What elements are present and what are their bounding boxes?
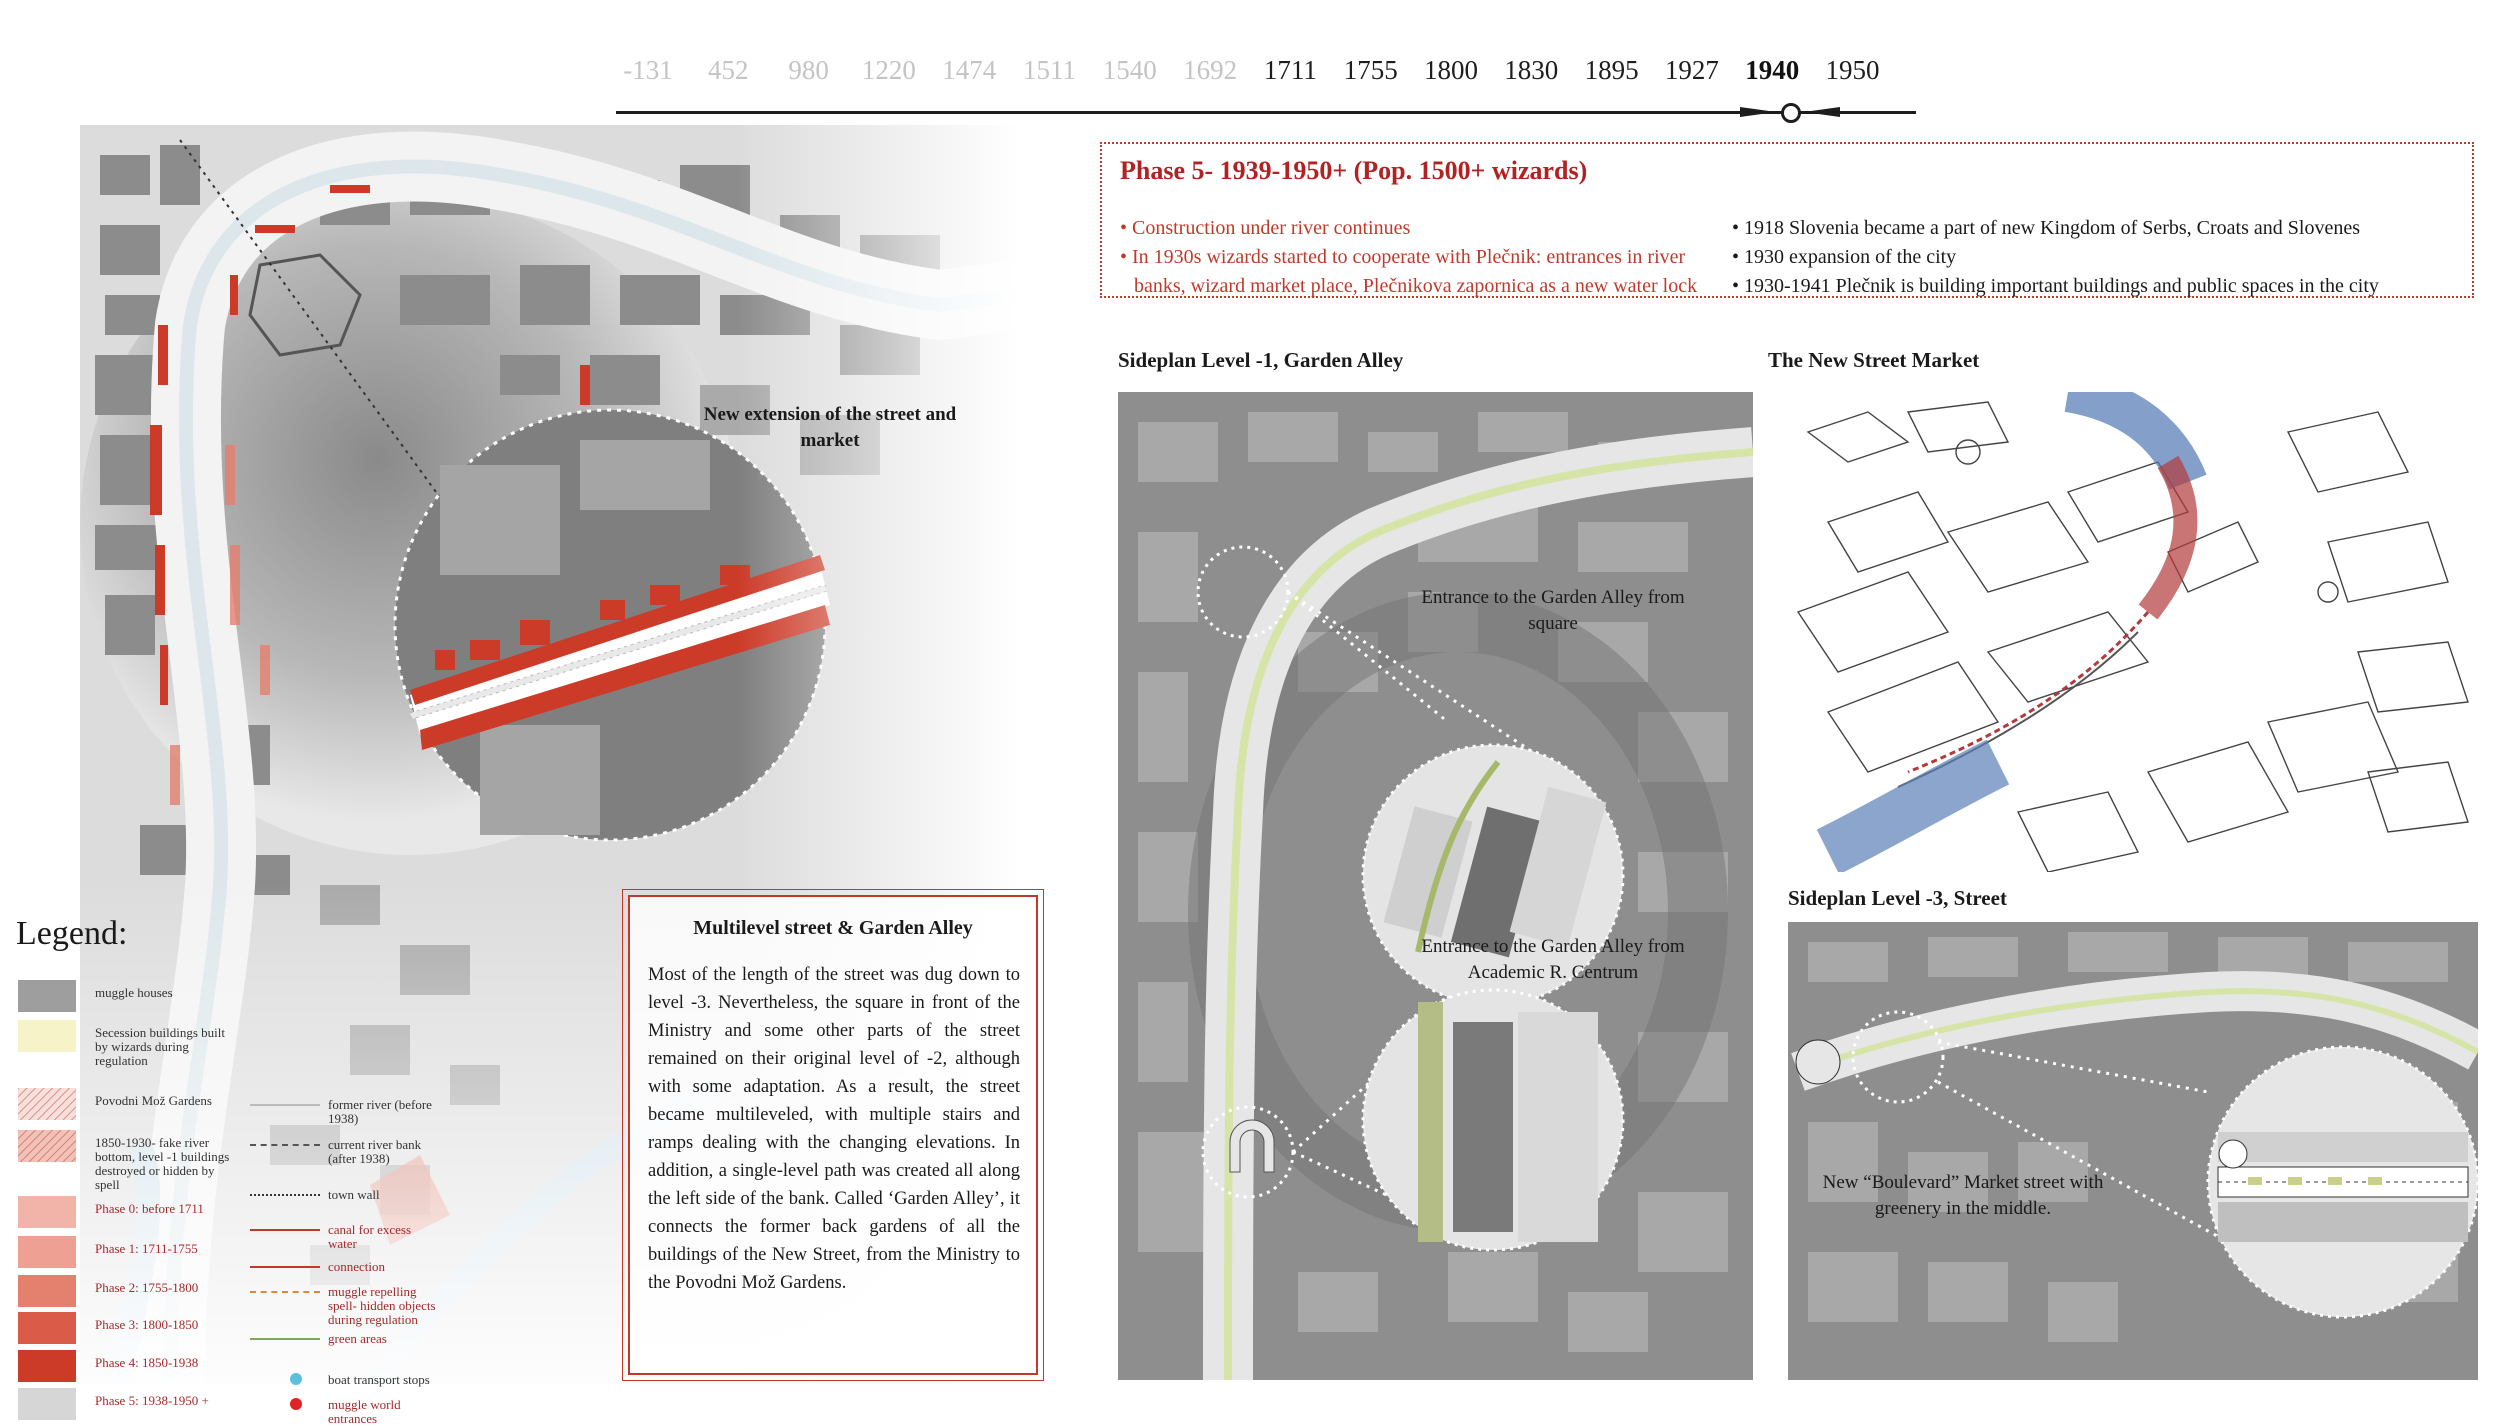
legend-swatch-label: Phase 1: 1711-1755 <box>95 1241 198 1256</box>
callout-academic-entrance: Entrance to the Garden Alley from Academic R. Centrum <box>1421 936 1685 983</box>
timeline-year[interactable]: 1800 <box>1424 55 1478 85</box>
legend-line-label: muggle world entrances <box>328 1397 401 1426</box>
legend-line-marker <box>250 1194 320 1196</box>
market-sketch <box>1768 392 2478 872</box>
legend-line-label: muggle repelling spell- hidden objects during regulation <box>328 1284 436 1327</box>
sideplan-3-drawing <box>1788 922 2478 1380</box>
legend-title: Legend: <box>16 915 128 952</box>
timeline-year[interactable]: 1711 <box>1263 55 1317 85</box>
timeline-year[interactable]: 1927 <box>1664 55 1719 85</box>
legend-swatch-label: Phase 5: 1938-1950 + <box>95 1393 209 1408</box>
legend-line-marker <box>250 1291 320 1293</box>
legend-swatch-label: Phase 2: 1755-1800 <box>95 1280 199 1295</box>
legend-swatch-label: Phase 0: before 1711 <box>95 1201 204 1216</box>
wizard-event: • In 1930s wizards started to cooperate with Plečnik: entrances in river banks, wizard market place, Plečnikova zapornica as a new water lock <box>1120 246 1698 297</box>
legend-swatch-label: Phase 3: 1800-1850 <box>95 1317 199 1332</box>
legend-line-label: town wall <box>328 1187 380 1202</box>
legend-swatch-label: Povodni Mož Gardens <box>95 1093 212 1108</box>
legend-swatch-label: Phase 4: 1850-1938 <box>95 1355 199 1370</box>
muggle-events-list <box>1732 214 2472 301</box>
legend-line-marker <box>250 1229 320 1231</box>
timeline-year[interactable]: 1950 <box>1825 55 1880 85</box>
legend-line-label: canal for excess water <box>328 1222 412 1251</box>
multilevel-body: Most of the length of the street was dug down to level -3. Nevertheless, the square in front of the Ministry and some other parts of the street remained on their original level of -2, although with some adaptation. As a result, the street became multileveled, with multiple stairs and ramps dealing with the changing elevations. In addition, a single-level path was created all along the left side of the bank. Called ‘Garden Alley’, it connects the former back gardens of all the buildings of the New Street, from the Ministry to the Povodni Mož Gardens. <box>648 965 1020 1293</box>
timeline-pointer-left <box>1740 107 1776 117</box>
timeline-year[interactable]: 1895 <box>1584 55 1639 85</box>
legend-swatch <box>18 1196 76 1228</box>
timeline-year[interactable]: 1474 <box>942 55 997 85</box>
multilevel-text-box <box>628 895 1038 1375</box>
legend-line-label: current river bank (after 1938) <box>328 1137 422 1166</box>
legend-swatch <box>18 1312 76 1344</box>
muggle-event: • 1918 Slovenia became a part of new Kingdom of Serbs, Croats and Slovenes <box>1732 217 2360 239</box>
sideplan-3-title: Sideplan Level -3, Street <box>1788 886 2007 910</box>
market-title: The New Street Market <box>1768 348 1980 372</box>
timeline-year[interactable]: 1692 <box>1183 55 1238 85</box>
wizard-event: • Construction under river continues <box>1120 217 1411 239</box>
legend-swatch <box>18 1020 76 1052</box>
timeline-year[interactable]: 1755 <box>1343 55 1398 85</box>
legend-line-label: former river (before 1938) <box>328 1097 432 1126</box>
timeline-year[interactable]: 1540 <box>1102 55 1157 85</box>
phase-info-box <box>1100 142 2474 298</box>
extension-callout: New extension of the street and market <box>703 404 957 451</box>
legend-swatch <box>18 1275 76 1307</box>
legend-swatch <box>18 1388 76 1420</box>
timeline-year[interactable]: 1511 <box>1023 55 1076 85</box>
phase-title: Phase 5- 1939-1950+ (Pop. 1500+ wizards) <box>1120 156 1588 185</box>
legend-swatch-label: muggle houses <box>95 985 173 1000</box>
timeline[interactable] <box>600 55 1920 125</box>
timeline-year[interactable]: 1830 <box>1504 55 1559 85</box>
muggle-event: • 1930 expansion of the city <box>1732 246 1957 268</box>
timeline-track <box>616 111 1916 114</box>
timeline-slider-handle[interactable] <box>1781 103 1801 123</box>
legend-line-marker <box>290 1398 302 1410</box>
legend-line-marker <box>290 1373 302 1385</box>
timeline-year[interactable]: 1220 <box>861 55 916 85</box>
timeline-year[interactable]: -131 <box>623 55 673 85</box>
sideplan-3-map <box>1788 922 2478 1380</box>
callout-square-entrance: Entrance to the Garden Alley from square <box>1421 587 1685 634</box>
legend-line-marker <box>250 1144 320 1146</box>
legend-swatch <box>18 1350 76 1382</box>
legend-line-label: connection <box>328 1259 386 1274</box>
timeline-year[interactable]: 1940 <box>1745 55 1800 85</box>
sideplan-1-drawing <box>1118 392 1753 1380</box>
legend-swatch-label: 1850-1930- fake river bottom, level -1 buildings destroyed or hidden by spell <box>95 1135 230 1192</box>
timeline-pointer-right <box>1804 107 1840 117</box>
market-sketch-drawing <box>1768 392 2478 872</box>
legend-swatch <box>18 980 76 1012</box>
muggle-event: • 1930-1941 Plečnik is building important buildings and public spaces in the city <box>1732 275 2379 297</box>
boulevard-callout: New “Boulevard” Market street with greenery in the middle. <box>1822 1172 2104 1219</box>
legend-swatch <box>18 1130 76 1162</box>
sideplan-1-map <box>1118 392 1753 1380</box>
legend-swatch <box>18 1088 76 1120</box>
legend-line-label: boat transport stops <box>328 1372 430 1387</box>
multilevel-title: Multilevel street & Garden Alley <box>693 917 973 939</box>
legend-swatch <box>18 1236 76 1268</box>
timeline-year[interactable]: 980 <box>788 55 829 85</box>
timeline-year[interactable]: 452 <box>708 55 749 85</box>
legend-line-marker <box>250 1338 320 1340</box>
legend-line-marker <box>250 1266 320 1268</box>
legend-line-label: green areas <box>328 1331 387 1346</box>
wizard-events-list <box>1120 214 1720 301</box>
legend-line-marker <box>250 1104 320 1106</box>
sideplan-1-title: Sideplan Level -1, Garden Alley <box>1118 348 1404 372</box>
legend-swatch-label: Secession buildings built by wizards during regulation <box>95 1025 225 1068</box>
